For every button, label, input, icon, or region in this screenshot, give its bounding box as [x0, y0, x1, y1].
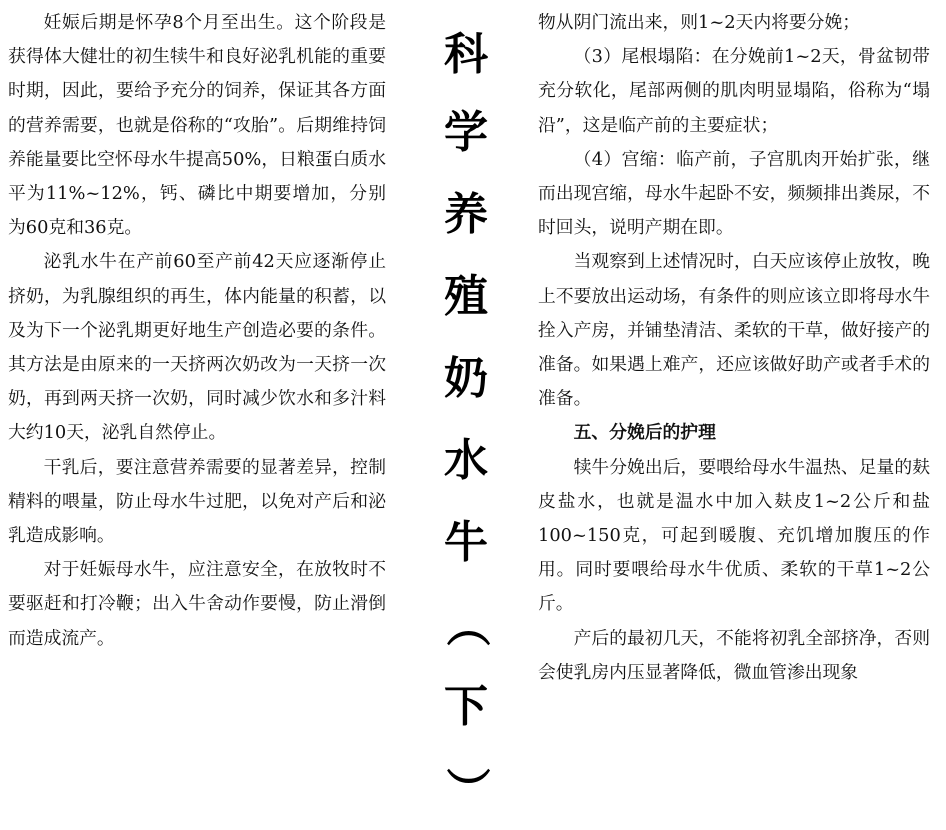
paragraph-observation: 当观察到上述情况时，白天应该停止放牧，晚上不要放出运动场，有条件的则应该立即将母水牛拴入产房，并铺垫清洁、柔软的干草，做好接产的准备。如果遇上难产，还应该做好助产或者手术的准备。	[538, 251, 930, 410]
paragraph-after-drying: 干乳后，要注意营养需要的显著差异，控制精料的喂量，防止母水牛过肥，以免对产后和泌乳造成影响。	[8, 456, 386, 547]
paragraph-colostrum: 产后的最初几天，不能将初乳全部挤净，否则会使乳房内压显著降低，微血管渗出现象	[538, 627, 930, 683]
paragraph-dry-off: 泌乳水牛在产前60至产前42天应逐渐停止挤奶，为乳腺组织的再生，体内能量的积蓄，以及为下一个泌乳期更好地生产创造必要的条件。其方法是由原来的一天挤两次奶改为一天挤一次奶，再到两天挤一次奶，同时减少饮水和多汁料大约10天，泌乳自然停止。	[8, 251, 386, 444]
title-char: 奶	[444, 353, 488, 404]
section-heading: 五、分娩后的护理	[573, 422, 716, 444]
title-paren-close: ）	[441, 767, 492, 811]
paragraph-safety: 对于妊娠母水牛，应注意安全，在放牧时不要驱赶和打冷鞭；出入牛舍动作要慢，防止滑倒而造成流产。	[8, 559, 386, 649]
title-char: 养	[444, 189, 488, 240]
paragraph-contractions: （4）宫缩：临产前，子宫肌肉开始扩张，继而出现宫缩，母水牛起卧不安，频频排出粪尿，不时回头，说明产期在即。	[538, 148, 930, 239]
title-char: 下	[444, 681, 488, 732]
title-char: 水	[444, 435, 488, 486]
paragraph-calf-care: 犊牛分娩出后，要喂给母水牛温热、足量的麸皮盐水，也就是温水中加入麸皮1~2公斤和盐100~150克，可起到暖腹、充饥增加腹压的作用。同时要喂给母水牛优质、柔软的干草1~2公斤。	[538, 456, 930, 615]
title-paren-open: （	[441, 603, 492, 647]
paragraph-tail-sinking: （3）尾根塌陷：在分娩前1~2天，骨盆韧带充分软化，尾部两侧的肌肉明显塌陷，俗称为“塌沿”，这是临产前的主要症状；	[538, 46, 930, 136]
vertical-book-title	[430, 18, 502, 830]
paragraph-continued: 物从阴门流出来，则1~2天内将要分娩；	[538, 12, 861, 33]
title-char: 殖	[444, 271, 488, 322]
paragraph-late-pregnancy: 妊娠后期是怀孕8个月至出生。这个阶段是获得体大健壮的初生犊牛和良好泌乳机能的重要时期，因此，要给予充分的饲养，保证其各方面的营养需要，也就是俗称的“攻胎”。后期维持饲养能量要比空怀母水牛提高50%，日粮蛋白质水平为11%~12%，钙、磷比中期要增加，分别为60克和36克。	[8, 12, 386, 239]
title-char: 科	[444, 29, 488, 80]
right-text-column	[538, 6, 930, 690]
left-text-column	[8, 6, 386, 656]
title-char: 牛	[444, 517, 488, 568]
title-char: 学	[444, 107, 488, 158]
